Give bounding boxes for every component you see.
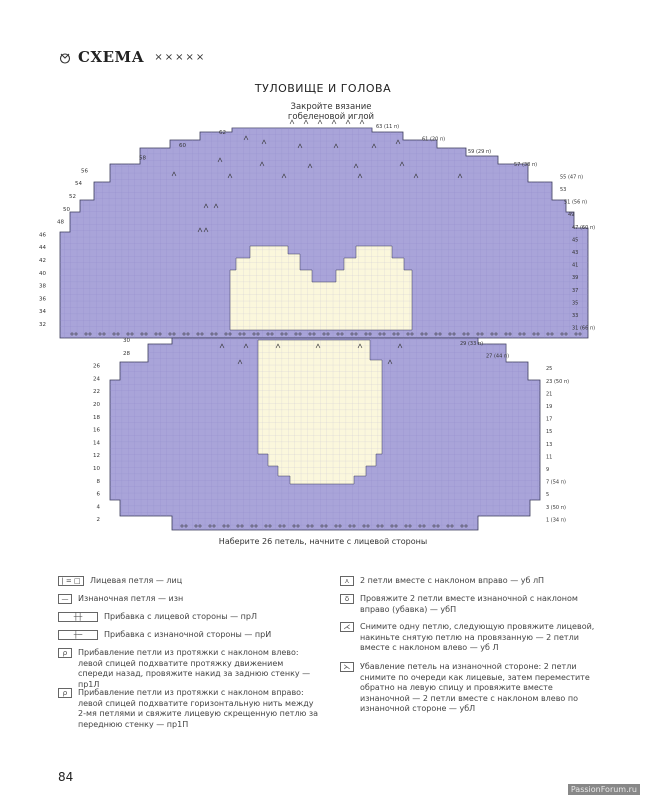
row-label-right: 31 (66 п)	[572, 325, 596, 332]
p2tog-icon: δ	[340, 594, 354, 604]
row-label-left: 46	[39, 232, 46, 239]
row-label-left: 50	[63, 206, 70, 213]
row-label-left: 30	[123, 338, 130, 344]
legend-item-m1r: ρ Прибавление петли из протяжки с наклоном вправо: левой спицей подхватите горизонтальную нить между 2-мя петлями и свяжите лицевую скрещенную петлю за переднюю стенку — пр1П	[58, 688, 320, 730]
row-label-right: 47 (60 п)	[572, 224, 596, 231]
section-title: СХЕМА	[78, 48, 145, 66]
legend-item-m1l: ρ Прибавление петли из протяжки с наклоном влево: левой спицей подхватите протяжку движением спереди назад, провяжите накид за заднюю стенку — пр1Л	[58, 648, 320, 690]
row-label-left: 58	[139, 155, 146, 162]
row-label-left: 4	[96, 504, 100, 511]
row-label-left: 52	[69, 194, 76, 200]
row-label-right: 23 (50 п)	[546, 378, 570, 385]
make-one-left-icon: ρ	[58, 648, 72, 658]
legend-item-p2tog: δ Провяжите 2 петли вместе изнаночной с наклоном вправо (убавка) — убП	[340, 594, 602, 615]
row-label-left: 60	[179, 142, 186, 149]
row-label-right: 57 (38 п)	[514, 161, 538, 168]
row-label-right: 53	[560, 187, 567, 193]
top-note: Закройте вязание гобеленовой иглой	[287, 102, 375, 122]
row-label-left: 34	[39, 309, 46, 316]
row-label-right: 9	[546, 467, 550, 473]
row-label-right: 33	[572, 313, 579, 319]
make-one-right-icon: ρ	[58, 688, 72, 698]
row-label-right: 29 (33 п)	[460, 341, 484, 347]
row-label-left: 44	[39, 245, 46, 252]
row-label-left: 62	[219, 130, 226, 136]
purl-stitch-icon: —	[58, 594, 72, 604]
row-label-left: 12	[93, 453, 100, 460]
row-label-right: 25	[546, 366, 553, 373]
increase-ws-icon: ┼─	[58, 630, 98, 640]
legend-item-ssp: ⋋ Убавление петель на изнаночной стороне: 2 петли снимите по очереди как лицевые, затем переместите обратно на левую спицу и провяжите вместе изнаночной — 2 петли вместе с наклоном влево по изнаночной стороне — убЛ	[340, 662, 602, 715]
legend-item-inc-right: ┼┼ Прибавка с лицевой стороны — прЛ	[58, 612, 328, 623]
row-label-right: 27 (44 п)	[486, 353, 510, 360]
skp-icon: ⋌	[340, 622, 354, 632]
row-label-right: 63 (11 п)	[376, 124, 400, 130]
row-label-left: 16	[93, 427, 100, 434]
row-label-left: 36	[39, 296, 46, 303]
row-label-right: 45	[572, 237, 579, 244]
row-label-right: 37	[572, 287, 579, 294]
row-label-right: 49	[568, 212, 575, 219]
row-label-left: 22	[93, 389, 100, 396]
legend-item-purl: — Изнаночная петля — изн	[58, 594, 328, 605]
row-label-left: 20	[93, 402, 100, 408]
row-label-left: 42	[39, 258, 46, 264]
row-label-right: 21	[546, 391, 553, 398]
row-label-left: 28	[123, 350, 130, 357]
row-label-left: 56	[81, 168, 88, 175]
row-label-right: 1 (34 п)	[546, 517, 566, 524]
row-label-right: 39	[572, 275, 579, 282]
legend-item-inc-wrong: ┼─ Прибавка с изнаночной стороны — прИ	[58, 630, 328, 641]
ssp-icon: ⋋	[340, 662, 354, 672]
row-label-left: 6	[96, 491, 100, 498]
row-label-left: 32	[39, 322, 46, 328]
row-label-left: 24	[93, 376, 100, 383]
row-label-right: 55 (47 п)	[560, 174, 584, 181]
row-label-left: 2	[96, 517, 100, 524]
row-label-left: 26	[93, 363, 100, 370]
row-label-right: 3 (50 п)	[546, 504, 566, 511]
legend-item-skp: ⋌ Снимите одну петлю, следующую провяжите лицевой, накиньте снятую петлю на провязанную — 2 петли вместе с наклоном влево — уб Л	[340, 622, 602, 654]
row-label-right: 59 (29 п)	[468, 149, 492, 156]
legend-item-knit: | = □ Лицевая петля — лиц	[58, 576, 328, 587]
knit-stitch-icon: | = □	[58, 576, 84, 586]
row-label-right: 15	[546, 429, 553, 436]
row-label-right: 13	[546, 441, 553, 448]
row-label-right: 19	[546, 404, 553, 410]
row-label-right: 35	[572, 300, 579, 307]
row-label-left: 8	[96, 478, 100, 485]
row-label-left: 40	[39, 270, 46, 277]
row-label-left: 38	[39, 283, 46, 290]
row-label-left: 48	[57, 219, 64, 226]
increase-rs-icon: ┼┼	[58, 612, 98, 622]
row-label-right: 17	[546, 416, 553, 423]
row-label-right: 7 (54 п)	[546, 479, 566, 486]
title-stars: ×××××	[154, 51, 207, 63]
row-label-left: 10	[93, 466, 100, 472]
row-label-right: 5	[546, 492, 550, 499]
watermark: PassionForum.ru	[568, 784, 640, 795]
row-label-right: 51 (56 п)	[564, 199, 588, 206]
legend-item-k2tog: ⋏ 2 петли вместе с наклоном вправо — уб лП	[340, 576, 602, 587]
row-label-right: 43	[572, 250, 579, 256]
row-label-left: 18	[93, 414, 100, 421]
row-label-left: 54	[75, 181, 82, 188]
bottom-note: Наберите 26 петель, начните с лицевой стороны	[218, 537, 428, 546]
row-label-right: 11	[546, 454, 553, 461]
row-label-right: 41	[572, 262, 579, 269]
k2tog-icon: ⋏	[340, 576, 354, 586]
row-label-left: 14	[93, 440, 100, 447]
page-number: 84	[58, 770, 74, 784]
chart-title: ТУЛОВИЩЕ И ГОЛОВА	[254, 82, 392, 95]
row-label-right: 61 (20 п)	[422, 136, 446, 143]
